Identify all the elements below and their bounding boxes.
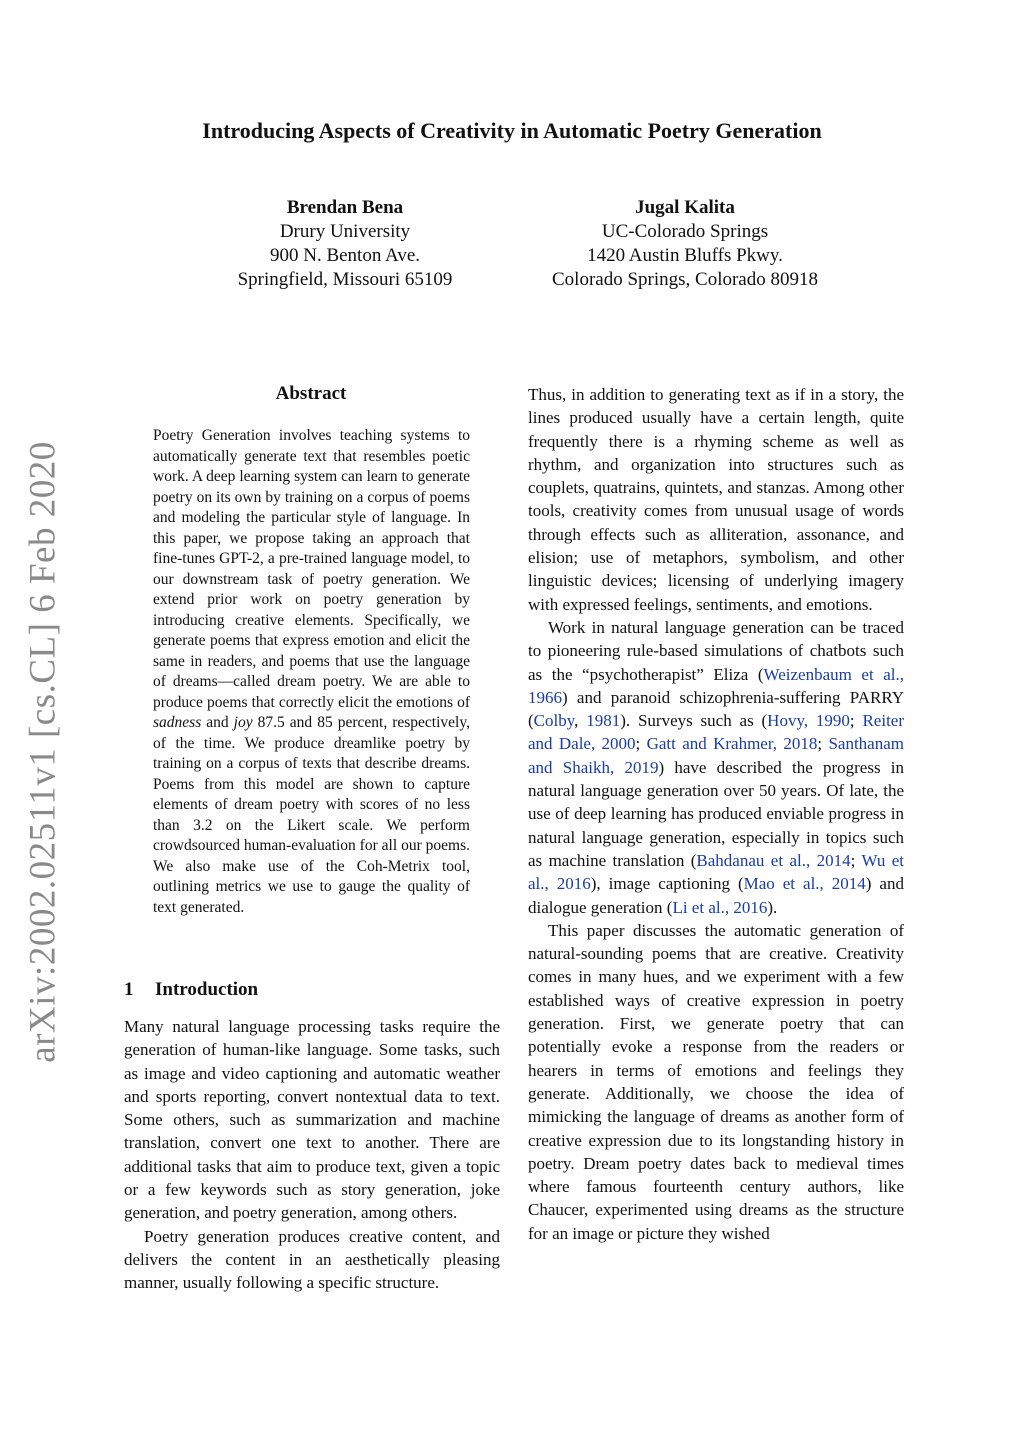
citation-link[interactable]: Li et al., 2016 [672,897,768,917]
abstract-text: Poetry Generation involves teaching systems to automatically generate text that resembles poetic work. A deep learning system can learn to generate poetry on its own by training on a corpus of poems and modeling the particular style of language. In this paper, we propose taking an approach that fine-tunes GPT-2, a pre-trained language model, to our downstream task of poetry generation. We extend prior work on poetry generation by introducing creative elements. Specifically, we generate poems that express emotion and elicit the same in readers, and poems that use the language of dreams—called dream poetry. We are able to produce poems that correctly elicit the emotions of [153,427,470,711]
body-text: ) and dialogue generation ( [528,874,904,917]
body-text: ; [850,850,862,870]
abstract-paragraph [153,426,470,918]
body-paragraph: This paper discusses the automatic generation of natural-sounding poems that are creative. Creativity comes in many hues, and we experiment with a few established ways of creative expression in poetry generation. First, we generate poetry that can potentially evoke a response from the readers or hearers in terms of emotions and feelings they generate. Additionally, we choose the idea of mimicking the language of dreams as another form of creative expression due to its longstanding history in poetry. Dream poetry dates back to medieval times where famous fourteenth century authors, like Chaucer, experimented using dreams as the structure for an image or picture they wished [528,920,904,1243]
intro-paragraph: Poetry generation produces creative content, and delivers the content in an aesthetically pleasing manner, usually following a specific structure. [124,1226,500,1293]
body-text: , [574,711,587,731]
intro-paragraph: Many natural language processing tasks require the generation of human-like language. Some tasks, such as image and video captioning and automatic weather and sports reporting, convert nontextual data to text. Some others, such as summarization and machine translation, convert one text to another. There are additional tasks that aim to produce text, given a topic or a few keywords such as story generation, joke generation, and poetry generation, among others. [124,1017,500,1223]
section-title: Introduction [155,979,259,1000]
author-affiliation: Drury University [279,221,411,242]
author-name: Jugal Kalita [635,197,735,218]
arxiv-stamp-text: arXiv:2002.02511v1 [cs.CL] 6 Feb 2020 [22,441,64,1063]
body-text: ; [849,711,863,731]
author-name: Brendan Bena [286,197,404,218]
author-address-line: 900 N. Benton Ave. [269,245,421,266]
author-block-1 [205,196,485,292]
left-column-body [124,1015,500,1295]
section-heading-introduction [124,979,258,1001]
citation-link[interactable]: Gatt and Krahmer, 2018 [646,734,818,754]
arxiv-stamp [8,441,78,1063]
body-text: ; [635,734,647,754]
citation-link[interactable]: Bahdanau et al., 2014 [696,850,851,870]
author-affiliation: UC-Colorado Springs [601,221,769,242]
author-block-2 [530,196,840,292]
citation-link[interactable]: Weizenbaum et al., 1966 [528,664,904,707]
citation-link[interactable]: Wu et al., 2016 [528,850,904,894]
citation-link[interactable]: Santhanam and Shaikh, 2019 [528,734,904,777]
body-text: ). Surveys such as ( [620,711,768,731]
citation-link[interactable]: 1981 [586,711,621,731]
body-text: Work in natural language generation can be traced to pioneering rule-based simulations of chatbots such as the “psychotherapist” Eliza ( [528,617,904,684]
abstract-body [153,426,470,918]
body-text: ) have described the progress in natural language generation over 50 years. Of late, the use of deep learning has produced enviable progress in natural language generation, especially in topics such as machine translation ( [528,757,904,870]
right-column-body [528,383,904,1245]
citation-link[interactable]: Colby [533,711,575,731]
body-text: ). [767,897,778,917]
abstract-text: 87.5 and 85 percent, respectively, of the time. We produce dreamlike poetry by training on a corpus of texts that describe dreams. Poems from this model are shown to capture elements of dream poetry with scores of no less than 3.2 on the Likert scale. We perform crowdsourced human-evaluation for all our poems. We also make use of the Coh-Metrix tool, outlining metrics we use to gauge the quality of text generated. [153,714,470,916]
abstract-heading: Abstract [275,383,347,404]
body-text: ) and paranoid schizophrenia-suffering PARRY ( [528,687,904,731]
body-paragraph-citations [528,616,904,919]
body-text: ), image captioning ( [590,874,744,894]
paper-title: Introducing Aspects of Creativity in Automatic Poetry Generation [202,118,822,143]
author-address-line: Springfield, Missouri 65109 [237,269,453,290]
author-address-line: 1420 Austin Bluffs Pkwy. [587,245,783,266]
emphasis-joy: joy [233,714,253,731]
citation-link[interactable]: Reiter and Dale, 2000 [528,711,905,754]
abstract-text: and [201,714,234,731]
body-text: ; [817,734,829,754]
author-address-line: Colorado Springs, Colorado 80918 [552,269,818,290]
section-number: 1 [124,979,134,1000]
emphasis-sadness: sadness [153,714,202,731]
citation-link[interactable]: Mao et al., 2014 [743,874,866,894]
citation-link[interactable]: Hovy, 1990 [767,711,850,731]
body-paragraph: Thus, in addition to generating text as if in a story, the lines produced usually have a certain length, quite frequently there is a rhyming scheme as well as rhythm, and organization into structures such as couplets, quatrains, quintets, and stanzas. Among other tools, creativity comes from unusual usage of words through effects such as alliteration, assonance, and elision; use of metaphors, symbolism, and other linguistic devices; licensing of underlying imagery with expressed feelings, sentiments, and emotions. [528,385,904,614]
